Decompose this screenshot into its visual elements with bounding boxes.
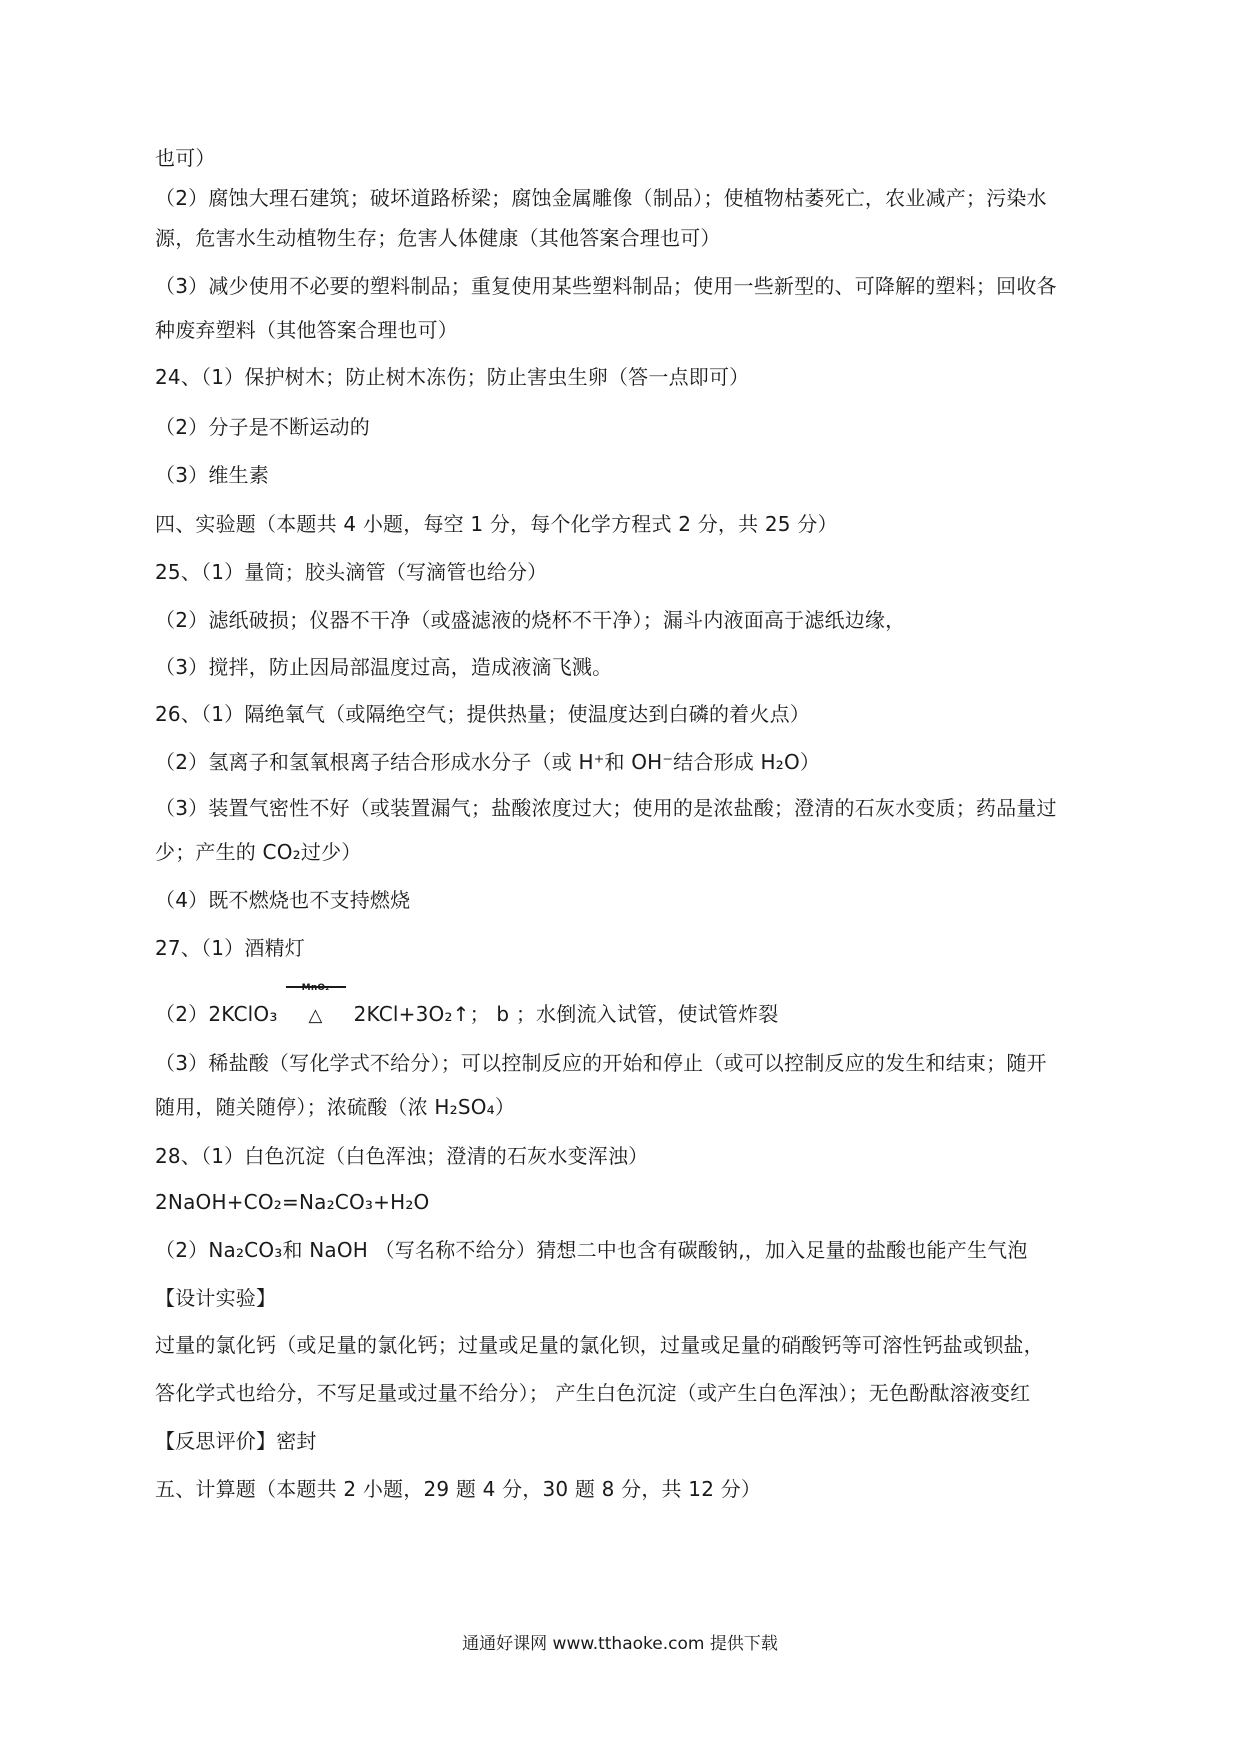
- question-26-heading: 26、（1）隔绝氧气（或隔绝空气；提供热量；使温度达到白磷的着火点）: [155, 702, 810, 726]
- answer-line: （2）滤纸破损；仪器不干净（或盛滤液的烧杯不干净）；漏斗内液面高于滤纸边缘，: [155, 608, 906, 632]
- equation-line: [155, 983, 779, 1030]
- reaction-condition: [286, 983, 346, 1030]
- answer-line: （3）稀盐酸（写化学式不给分）；可以控制反应的开始和停止（或可以控制反应的发生和结束；随开: [155, 1051, 1047, 1075]
- answer-line: （3）搅拌，防止因局部温度过高，造成液滴飞溅。: [155, 655, 613, 679]
- question-24-heading: 24、（1）保护树木；防止树木冻伤；防止害虫生卵（答一点即可）: [155, 365, 750, 389]
- answer-line: 答化学式也给分，不写足量或过量不给分）； 产生白色沉淀（或产生白色浑浊）；无色酚酞溶液变红: [155, 1381, 1031, 1405]
- answer-line: （3）装置气密性不好（或装置漏气；盐酸浓度过大；使用的是浓盐酸；澄清的石灰水变质；药品量过: [155, 796, 1057, 820]
- answer-line: 少；产生的 CO₂过少）: [155, 840, 362, 864]
- answer-line: 过量的氯化钙（或足量的氯化钙；过量或足量的氯化钡，过量或足量的硝酸钙等可溶性钙盐或钡盐，: [155, 1333, 1044, 1357]
- catalyst-label: MnO₂: [301, 983, 330, 993]
- equation-product: 2KCl+3O₂↑； b ；水倒流入试管，使试管炸裂: [353, 1002, 779, 1026]
- answer-line: 随用，随关随停）；浓硫酸（浓 H₂SO₄）: [155, 1095, 516, 1119]
- answer-line: 源，危害水生动植物生存；危害人体健康（其他答案合理也可）: [155, 226, 721, 250]
- answer-line: （2）分子是不断运动的: [155, 415, 370, 439]
- section-four-heading: 四、实验题（本题共 4 小题，每空 1 分，每个化学方程式 2 分，共 25 分）: [155, 512, 838, 536]
- chemical-equation: 2NaOH+CO₂=Na₂CO₃+H₂O: [155, 1190, 430, 1214]
- reflection-line: 【反思评价】密封: [155, 1429, 317, 1453]
- answer-line: （3）减少使用不必要的塑料制品；重复使用某些塑料制品；使用一些新型的、可降解的塑料；回收各: [155, 274, 1057, 298]
- question-28-heading: 28、（1）白色沉淀（白色浑浊；澄清的石灰水变浑浊）: [155, 1144, 649, 1168]
- answer-line: 种废弃塑料（其他答案合理也可）: [155, 318, 458, 342]
- equation-reactant: （2）2KClO₃: [155, 1002, 278, 1026]
- answer-line: （2）腐蚀大理石建筑；破坏道路桥梁；腐蚀金属雕像（制品）；使植物枯萎死亡，农业减产；污染水: [155, 186, 1047, 210]
- answer-line: （2）氢离子和氢氧根离子结合形成水分子（或 H⁺和 OH⁻结合形成 H₂O）: [155, 750, 821, 774]
- heat-symbol: △: [308, 1005, 323, 1026]
- answer-line: 也可）: [155, 146, 216, 170]
- page-footer: 通通好课网 www.tthaoke.com 提供下载: [462, 1634, 778, 1654]
- answer-line: （3）维生素: [155, 463, 269, 487]
- question-27-heading: 27、（1）酒精灯: [155, 936, 305, 960]
- answer-line: （2）Na₂CO₃和 NaOH （写名称不给分）猜想二中也含有碳酸钠,，加入足量的盐酸也能产生气泡: [155, 1238, 1028, 1262]
- answer-line: （4）既不燃烧也不支持燃烧: [155, 888, 411, 912]
- design-experiment-heading: 【设计实验】: [155, 1286, 277, 1310]
- reaction-arrow-line: [286, 986, 346, 988]
- section-five-heading: 五、计算题（本题共 2 小题，29 题 4 分，30 题 8 分，共 12 分）: [155, 1477, 762, 1501]
- question-25-heading: 25、（1）量筒；胶头滴管（写滴管也给分）: [155, 560, 548, 584]
